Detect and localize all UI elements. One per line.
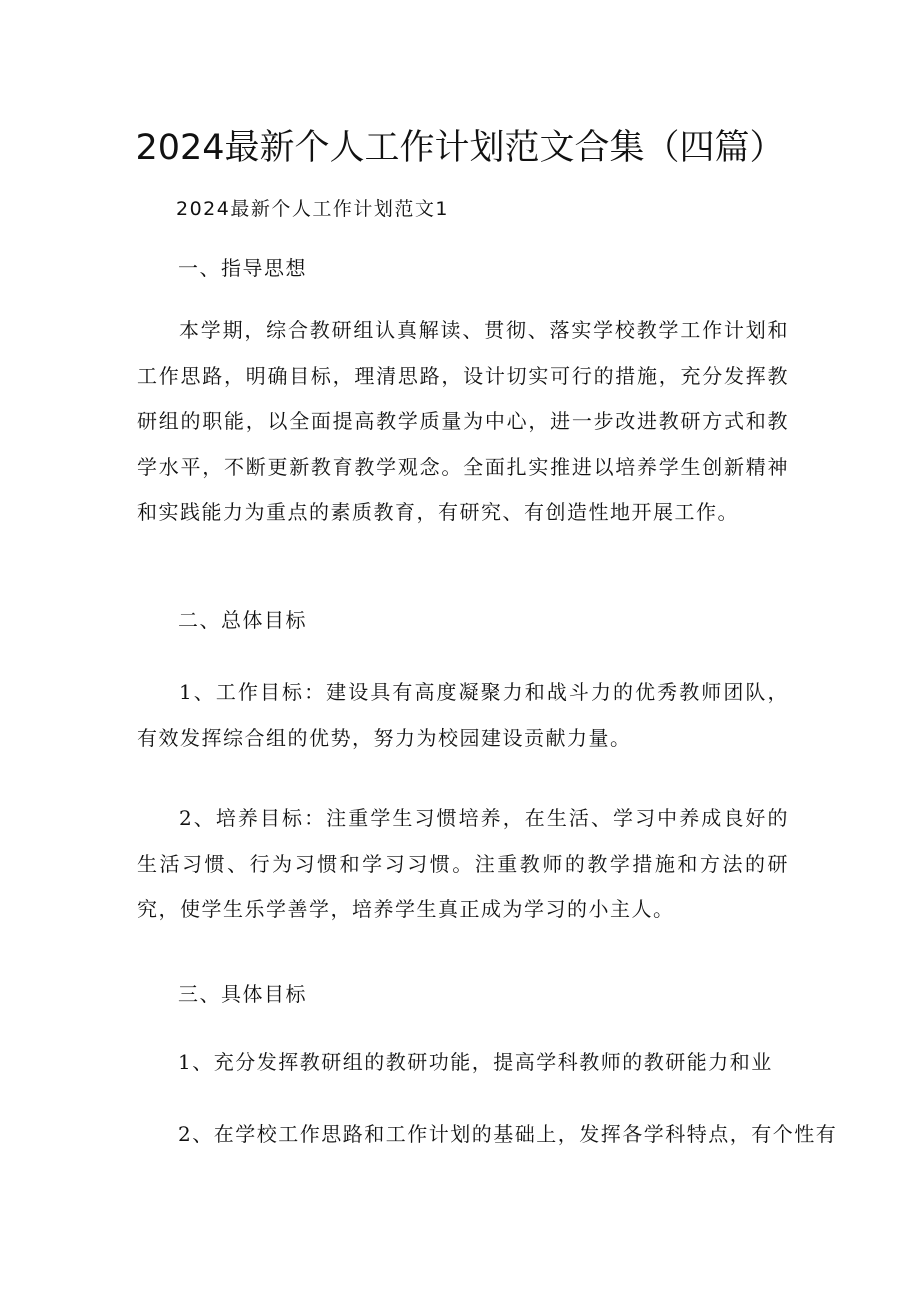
paragraph-overall-item-2: 2、培养目标：注重学生习惯培养，在生活、学习中养成良好的生活习惯、行为习惯和学习习惯。注重教师的教学措施和方法的研究，使学生乐学善学，培养学生真正成为学习的小主人。 xyxy=(137,806,789,921)
document-subtitle: 2024最新个人工作计划范文1 xyxy=(176,198,449,220)
paragraph-overall-item-1: 1、工作目标：建设具有高度凝聚力和战斗力的优秀教师团队，有效发挥综合组的优势，努力为校园建设贡献力量。 xyxy=(137,680,789,750)
section-heading-guiding: 一、指导思想 xyxy=(178,256,307,280)
section-heading-overall: 二、总体目标 xyxy=(178,608,307,632)
section-heading-specific: 三、具体目标 xyxy=(178,982,307,1006)
document-title: 2024最新个人工作计划范文合集（四篇） xyxy=(135,128,785,168)
paragraph-guiding: 本学期，综合教研组认真解读、贯彻、落实学校教学工作计划和工作思路，明确目标，理清思路，设计切实可行的措施，充分发挥教研组的职能，以全面提高教学质量为中心，进一步改进教研方式和教学水平，不断更新教育教学观念。全面扎实推进以培养学生创新精神和实践能力为重点的素质教育，有研究、有创造性地开展工作。 xyxy=(137,318,789,524)
specific-item-1: 1、充分发挥教研组的教研功能，提高学科教师的教研能力和业 xyxy=(178,1050,773,1074)
specific-item-2: 2、在学校工作思路和工作计划的基础上，发挥各学科特点，有个性有 xyxy=(178,1122,838,1146)
